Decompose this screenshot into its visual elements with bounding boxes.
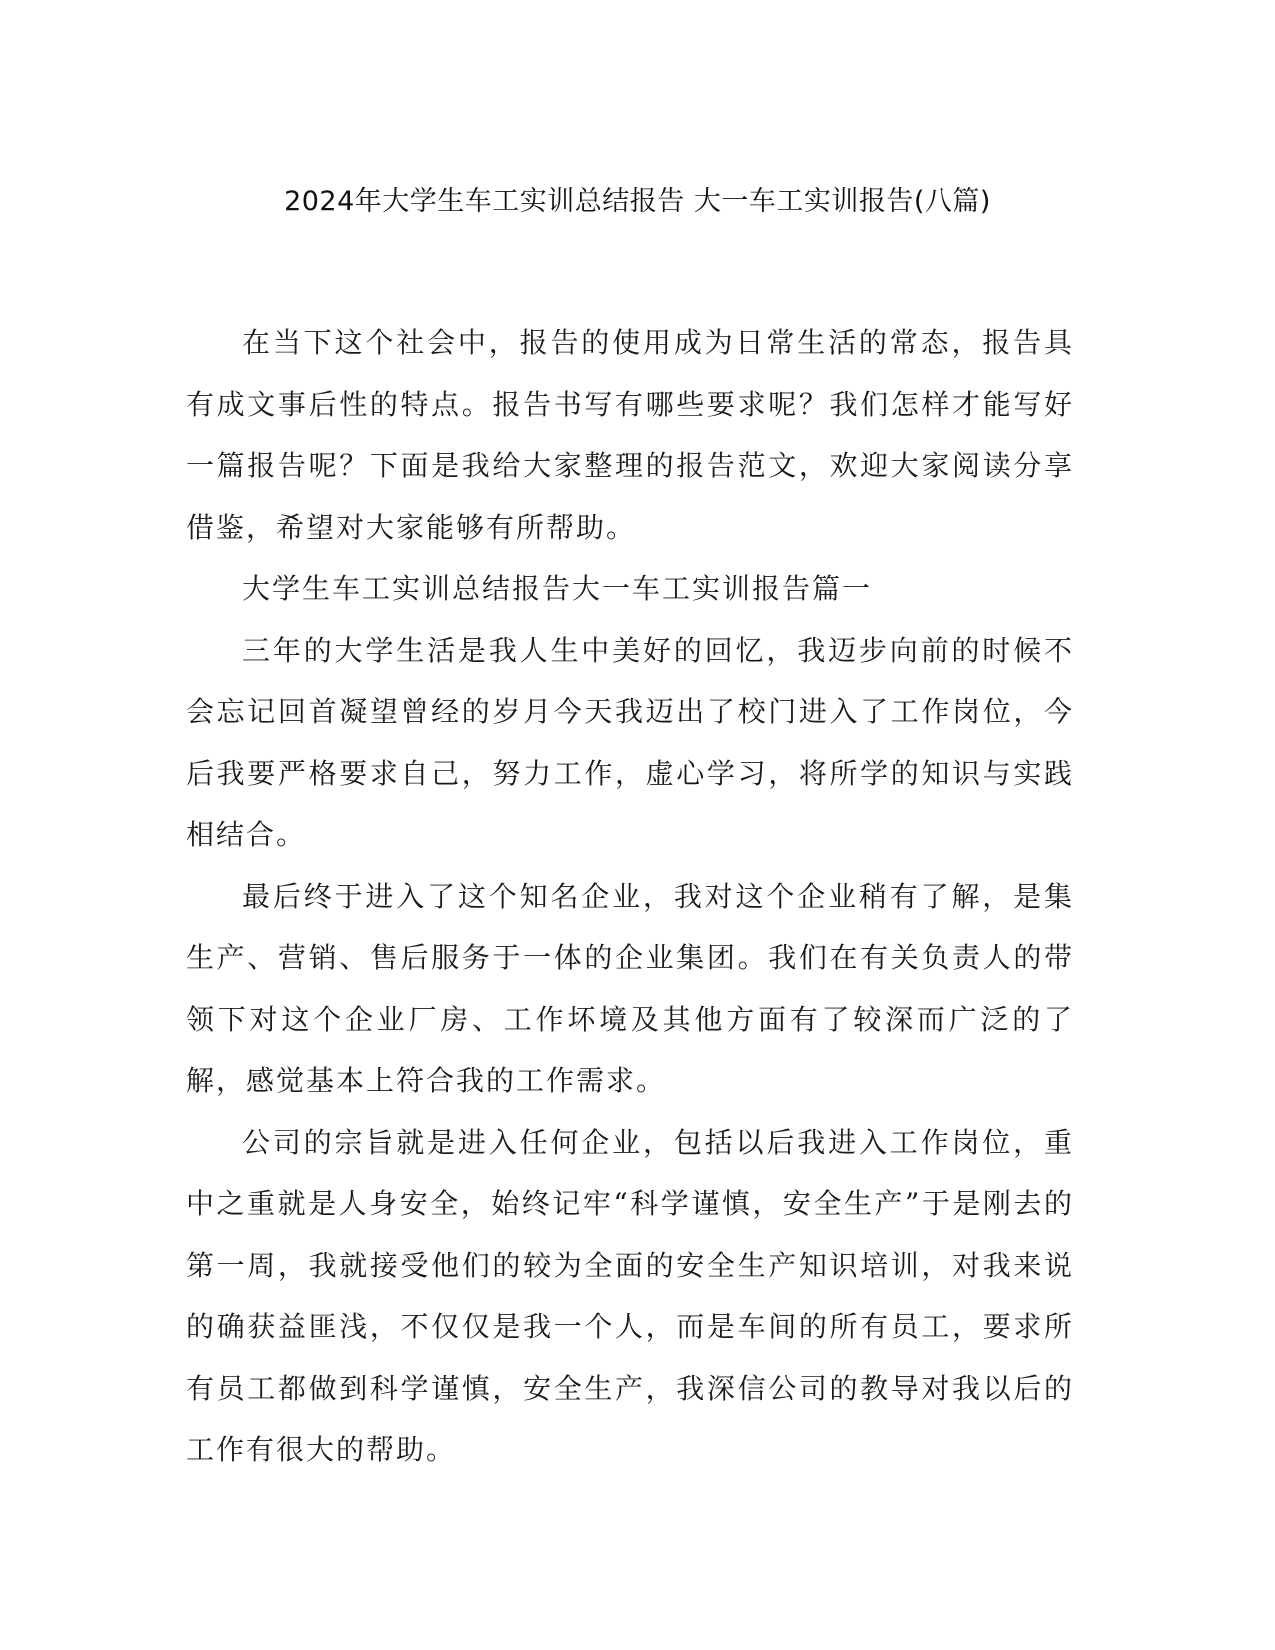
intro-paragraph: 在当下这个社会中，报告的使用成为日常生活的常态，报告具有成文事后性的特点。报告书写有哪些要求呢？我们怎样才能写好一篇报告呢？下面是我给大家整理的报告范文，欢迎大家阅读分享借鉴，希望对大家能够有所帮助。: [186, 326, 1074, 544]
body-paragraph: 三年的大学生活是我人生中美好的回忆，我迈步向前的时候不会忘记回首凝望曾经的岁月今天我迈出了校门进入了工作岗位，今后我要严格要求自己，努力工作，虚心学习，将所学的知识与实践相结合。: [186, 633, 1074, 851]
document-title: 2024年大学生车工实训总结报告 大一车工实训报告(八篇): [284, 186, 991, 217]
body-paragraph: 最后终于进入了这个知名企业，我对这个企业稍有了解，是集生产、营销、售后服务于一体的企业集团。我们在有关负责人的带领下对这个企业厂房、工作坏境及其他方面有了较深而广泛的了解，感觉基本上符合我的工作需求。: [186, 879, 1074, 1097]
body-paragraph: 公司的宗旨就是进入任何企业，包括以后我进入工作岗位，重中之重就是人身安全，始终记牢“科学谨慎，安全生产”于是刚去的第一周，我就接受他们的较为全面的安全生产知识培训，对我来说的确获益匪浅，不仅仅是我一个人，而是车间的所有员工，要求所有员工都做到科学谨慎，安全生产，我深信公司的教导对我以后的工作有很大的帮助。: [186, 1125, 1074, 1466]
section-heading: 大学生车工实训总结报告大一车工实训报告篇一: [242, 572, 873, 605]
document-body: [186, 312, 1074, 1481]
